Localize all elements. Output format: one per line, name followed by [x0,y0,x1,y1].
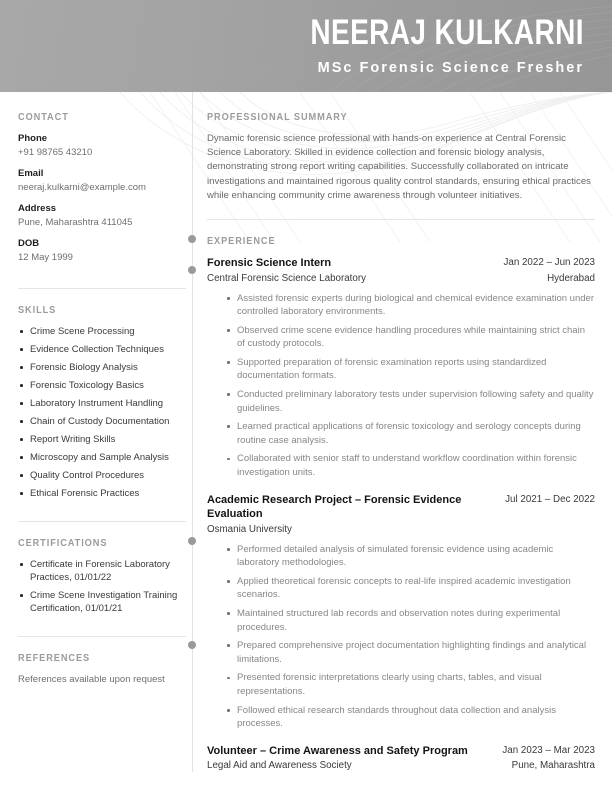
column-divider [192,92,193,772]
experience-meta-block [503,256,595,286]
list-item: Assisted forensic experts during biological and chemical evidence examination under controlled laboratory environments. [227,292,595,319]
summary-text: Dynamic forensic science professional with hands-on experience at Central Forensic Science Laboratory. Skilled in evidence collection and forensic biology analysis, demonstrating strong report writing capabilities. Successfully collaborated on intricate investigations and maintained rigorous quality control standards, ensuring ethical practices while enhancing community crime awareness through volunteer initiatives. [207,133,591,201]
experience-entry-1 [207,256,595,480]
header-subtitle: MSc Forensic Science Fresher [317,60,584,76]
contact-value-phone[interactable]: +91 98765 43210 [18,147,93,158]
contact-label: Address [18,203,57,214]
contact-item-address [18,202,186,229]
experience-role: Academic Research Project – Forensic Evidence Evaluation [207,493,462,521]
experience-organization: Osmania University [207,523,292,535]
experience-role: Volunteer – Crime Awareness and Safety Program [207,744,468,757]
section-heading-skills: SKILLS [18,305,57,316]
experience-header [207,493,595,537]
resume-content [0,92,612,792]
experience-dates: Jan 2022 – Jun 2023 [503,257,595,269]
divider-dot-3 [188,537,196,545]
list-item: Applied theoretical forensic concepts to real-life inspired academic investigation scenarios. [227,575,595,602]
list-item: Learned practical applications of forensic toxicology and serology concepts during routine case analysis. [227,420,595,447]
experience-location: Hyderabad [547,272,595,284]
list-item: Collaborated with senior staff to understand workflow coordination within forensic investigation units. [227,452,595,479]
list-item: Microscopy and Sample Analysis [18,451,186,464]
experience-dates: Jan 2023 – Mar 2023 [502,744,595,756]
contact-item-email [18,167,186,194]
list-item: Forensic Toxicology Basics [18,379,186,392]
main-section-experience [207,236,595,773]
contact-value-dob: 12 May 1999 [18,252,73,263]
experience-header [207,256,595,286]
main-column [207,92,595,775]
header-text-block [242,14,584,78]
experience-bullets [207,292,595,480]
experience-organization: Legal Aid and Awareness Society [207,760,352,772]
list-item: Observed crime scene evidence handling procedures while maintaining strict chain of custody protocols. [227,324,595,351]
experience-meta-block [502,744,595,774]
experience-entry-3 [207,744,595,774]
list-item: Ethical Forensic Practices [18,487,186,500]
contact-value-address: Pune, Maharashtra 411045 [18,217,133,228]
sidebar-section-contact [18,112,186,264]
experience-entry-2 [207,493,595,731]
sidebar-section-references [18,653,186,686]
experience-title-block [207,744,490,774]
list-item: Conducted preliminary laboratory tests under supervision following safety and quality guidelines. [227,388,595,415]
contact-item-phone [18,132,186,159]
page-title: NEERAJ KULKARNI [310,13,584,52]
list-item: Laboratory Instrument Handling [18,397,186,410]
divider-dot-2 [188,266,196,274]
list-item: Maintained structured lab records and observation notes during experimental procedures. [227,607,595,634]
contact-value-email[interactable]: neeraj.kulkarni@example.com [18,182,146,193]
references-text: References available upon request [18,674,165,685]
contact-label: DOB [18,238,40,249]
list-item: Quality Control Procedures [18,469,186,482]
experience-location: Pune, Maharashtra [511,760,595,772]
main-section-summary [207,112,595,203]
list-item: Followed ethical research standards throughout data collection and analysis processes. [227,704,595,731]
list-item: Forensic Biology Analysis [18,361,186,374]
section-heading-certifications: CERTIFICATIONS [18,538,108,549]
sidebar-section-certifications [18,538,186,615]
section-heading-experience: EXPERIENCE [207,236,276,248]
certifications-list [18,558,186,615]
list-item: Certificate in Forensic Laboratory Practices, 01/01/22 [18,558,186,584]
section-heading-references: REFERENCES [18,653,91,664]
experience-bullets [207,543,595,731]
sidebar [18,92,186,686]
resume-header [0,0,612,92]
list-item: Supported preparation of forensic examination reports using standardized documentation formats. [227,356,595,383]
contact-label: Phone [18,133,48,144]
contact-list [18,132,186,264]
list-item: Prepared comprehensive project documentation highlighting findings and analytical limitations. [227,639,595,666]
contact-label: Email [18,168,44,179]
skills-list [18,325,186,500]
list-item: Report Writing Skills [18,433,186,446]
list-item: Presented forensic interpretations clearly using charts, tables, and visual representations. [227,671,595,698]
divider-dot-4 [188,641,196,649]
experience-organization: Central Forensic Science Laboratory [207,272,367,284]
divider-dot-1 [188,235,196,243]
experience-meta-block [505,493,595,509]
section-heading-contact: CONTACT [18,112,69,123]
experience-header [207,744,595,774]
sidebar-section-skills [18,305,186,500]
list-item: Crime Scene Processing [18,325,186,338]
list-item: Crime Scene Investigation Training Certification, 01/01/21 [18,589,186,615]
experience-title-block [207,493,493,537]
list-item: Chain of Custody Documentation [18,415,186,428]
experience-title-block [207,256,491,286]
list-item: Performed detailed analysis of simulated forensic evidence using academic laboratory methodologies. [227,543,595,570]
list-item: Evidence Collection Techniques [18,343,186,356]
experience-role: Forensic Science Intern [207,257,332,270]
contact-item-dob [18,237,186,264]
experience-dates: Jul 2021 – Dec 2022 [505,493,595,505]
section-heading-summary: PROFESSIONAL SUMMARY [207,112,348,123]
